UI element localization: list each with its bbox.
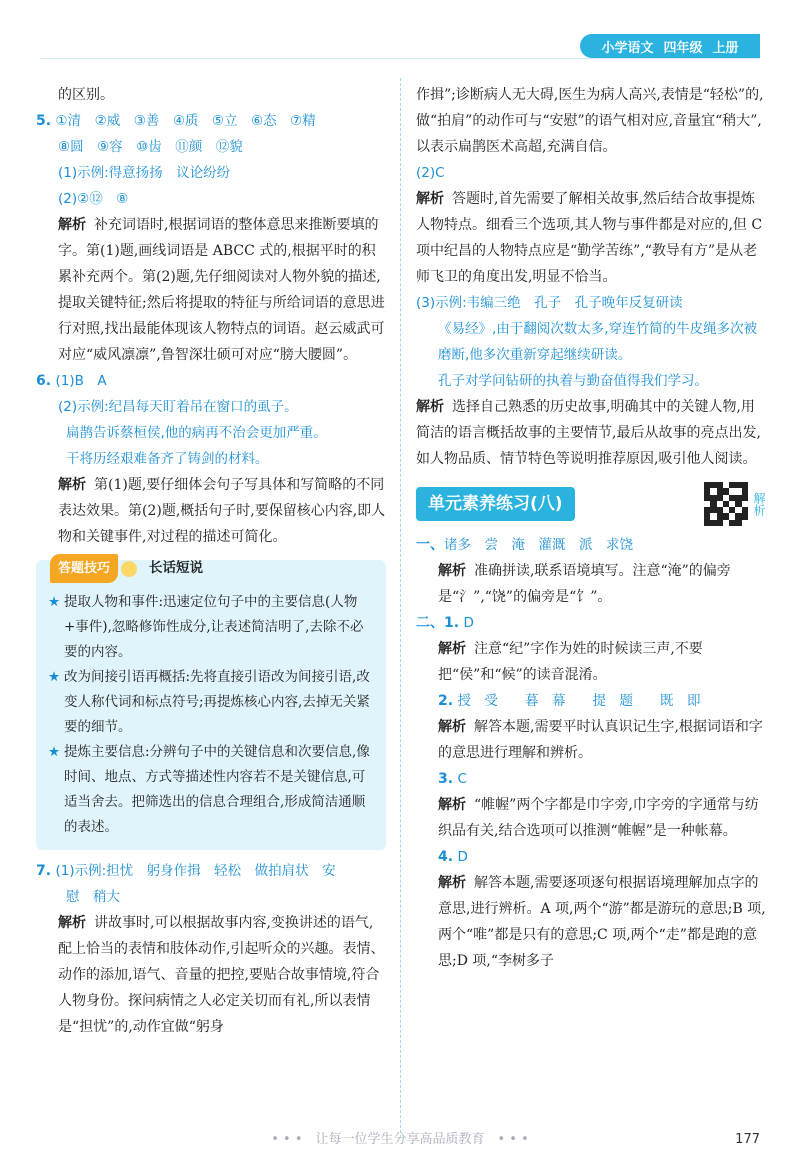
column-divider [400,78,401,1138]
header-tag [580,34,760,58]
u2-1-answer: D [463,615,474,631]
intro-text: 的区别。 [58,87,114,103]
qr-code-block[interactable] [704,482,766,526]
q5-answer4: (2)②⑫ ⑧ [58,191,129,207]
u2-4-analysis [416,870,766,974]
q7-3-answer2: 《易经》,由于翻阅次数太多,穿连竹简的牛皮绳多次被磨断,他多次重新穿起继续研读。 [438,321,758,363]
analysis-label: 解析 [58,217,86,233]
q7-analysis [36,910,386,1040]
tips-box [36,560,386,850]
tips-title: 长话短说 [149,560,204,576]
q6-number: 6. [36,373,52,389]
q7-3-analysis [416,394,766,472]
q7-3-answer3: 孔子对学问钻研的执着与勤奋值得我们学习。 [438,373,708,389]
q7-2-analysis [416,186,766,290]
lightbulb-icon [121,561,137,577]
tips-header [50,554,203,583]
q5-number: 5. [36,113,52,129]
page-number: 177 [735,1132,760,1147]
star-icon: ★ [48,669,61,685]
u2-1-line [416,610,766,636]
u2-3-answer: C [457,771,467,787]
left-column [36,82,386,1040]
tip-text: 改为间接引语再概括:先将直接引语改为间接引语,改变人称代词和标点符号;再提炼核心内容,去掉无关紧要的细节。 [64,669,370,735]
u2-1-number: 二、1. [416,615,460,631]
analysis-label: 解析 [416,191,444,207]
q5-analysis [36,212,386,368]
u2-1-analysis-text: 注意“纪”字作为姓的时候读三声,不要把“侯”和“候”的读音混淆。 [438,641,703,683]
q7-2-analysis-text: 答题时,首先需要了解相关故事,然后结合故事提炼人物特点。细看三个选项,其人物与事件都是对应的,但 C 项中纪昌的人物特点应是“勤学苦练”,“教导有方”是从老师飞卫的角度出发,明显不恰当。 [416,191,763,285]
u1-answer: 诸多 尝 淹 灌溉 派 求饶 [444,537,633,553]
u2-4-line [416,844,766,870]
tip-text: 提取人物和事件:迅速定位句子中的主要信息(人物+事件),忽略修饰性成分,让表述简洁明了,去除不必要的内容。 [64,594,364,660]
q7-line1 [36,858,386,884]
unit-title: 单元素养练习(八) [416,487,575,521]
q6-answer2: (2)示例:纪昌每天盯着吊在窗口的虱子。 [58,399,298,415]
analysis-label: 解析 [416,399,444,415]
u2-4-number: 4. [438,849,454,865]
u2-3-number: 3. [438,771,454,787]
header-volume: 上册 [712,40,739,56]
unit-section-header [416,482,766,526]
q5-analysis-text: 补充词语时,根据词语的整体意思来推断要填的字。第(1)题,画线词语是 ABCC 式的,根据平时的积累补充两个。第(2)题,先仔细阅读对人物外貌的描述,提取关键特征;然后将提取的特征与所给词语的意思进行对照,找出最能体现该人物特点的词语。赵云威武可对应“威风凛凛”,鲁智深壮硕可对应“膀大腰圆”。 [58,217,385,363]
q5-line1 [36,108,386,134]
u2-4-answer: D [457,849,468,865]
q7-continued: 作揖”;诊断病人无大碍,医生为病人高兴,表情是“轻松”的,做“拍肩”的动作可与“安慰”的语气相对应,音量宜“稍大”,以表示扁鹊医术高超,充满自信。 [416,87,764,155]
q7-number: 7. [36,863,52,879]
analysis-label: 解析 [438,719,466,735]
q6-line1 [36,368,386,394]
header-subject: 小学语文 [601,40,654,56]
star-icon: ★ [48,744,61,760]
u2-2-answer: 授 受 暮 幕 提 题 既 即 [457,693,701,709]
analysis-label: 解析 [438,875,466,891]
q5-answer3: (1)示例:得意扬扬 议论纷纷 [58,165,231,181]
q6-answer3: 扁鹊告诉蔡桓侯,他的病再不治会更加严重。 [66,425,327,441]
tip-text: 提炼主要信息:分辨句子中的关键信息和次要信息,像时间、地点、方式等描述性内容若不是关键信息,可适当舍去。把筛选出的信息合理组合,形成简洁通顺的表述。 [64,744,370,835]
footer-slogan: • • • 让每一位学生分享高品质教育 • • • [271,1132,529,1147]
u2-4-analysis-text: 解答本题,需要逐项逐句根据语境理解加点字的意思,进行辨析。A 项,两个“游”都是游玩的意思;B 项,两个“唯”都是只有的意思;C 项,两个“走”都是跑的意思;D 项,“李树多子 [438,875,766,969]
u2-3-analysis-text: “帷幄”两个字都是巾字旁,巾字旁的字通常与纺织品有关,结合选项可以推测“帷幄”是一种帐幕。 [438,797,759,839]
tip-item [48,590,376,665]
header-grade: 四年级 [663,40,703,56]
u2-2-analysis [416,714,766,766]
q7-answer2: 慰 稍大 [66,889,120,905]
q7-3-analysis-text: 选择自己熟悉的历史故事,明确其中的关键人物,用简洁的语言概括故事的主要情节,最后从故事的亮点出发,如人物品质、情节特色等说明推荐原因,吸引他人阅读。 [416,399,761,467]
u2-1-analysis [416,636,766,688]
u2-3-line [416,766,766,792]
u2-2-line [416,688,766,714]
u2-2-analysis-text: 解答本题,需要平时认真识记生字,根据词语和字的意思进行理解和辨析。 [438,719,763,761]
tips-badge: 答题技巧 [50,554,118,583]
q7-2-answer: (2)C [416,165,445,181]
star-icon: ★ [48,594,61,610]
q7-answer1: (1)示例:担忧 躬身作揖 轻松 做拍肩状 安 [55,863,336,879]
analysis-label: 解析 [58,915,86,931]
q6-analysis-text: 第(1)题,要仔细体会句子写具体和写简略的不同表达效果。第(2)题,概括句子时,要保留核心内容,即人物和关键事件,对过程的描述可简化。 [58,477,386,545]
q6-analysis [36,472,386,550]
qr-label: 解析 [752,492,766,516]
right-column [416,82,766,974]
q7-analysis-text: 讲故事时,可以根据故事内容,变换讲述的语气,配上恰当的表情和肢体动作,引起听众的兴趣。表情、动作的添加,语气、音量的把控,要贴合故事情境,符合人物身份。探问病情之人必定关切而有礼,所以表情是“担忧”的,动作宜做“躬身 [58,915,385,1035]
u2-3-analysis [416,792,766,844]
u1-analysis-text: 准确拼读,联系语境填写。注意“淹”的偏旁是“氵”,“饶”的偏旁是“饣”。 [438,563,731,605]
u1-analysis [416,558,766,610]
q5-answer2: ⑧圆 ⑨容 ⑩齿 ⑪颜 ⑫貌 [58,139,243,155]
analysis-label: 解析 [438,797,466,813]
tip-item [48,740,376,840]
tip-item [48,665,376,740]
analysis-label: 解析 [438,563,466,579]
qr-code-icon[interactable] [704,482,748,526]
u1-number: 一、 [416,537,444,553]
analysis-label: 解析 [58,477,86,493]
u2-2-number: 2. [438,693,454,709]
analysis-label: 解析 [438,641,466,657]
q6-answer1: (1)B A [55,373,107,389]
header-line [40,58,760,59]
q5-answer1: ①清 ②威 ③善 ④质 ⑤立 ⑥态 ⑦精 [55,113,316,129]
q7-3-answer1: (3)示例:韦编三绝 孔子 孔子晚年反复研读 [416,295,683,311]
q6-answer4: 干将历经艰难备齐了铸剑的材料。 [66,451,269,467]
u1-line [416,532,766,558]
